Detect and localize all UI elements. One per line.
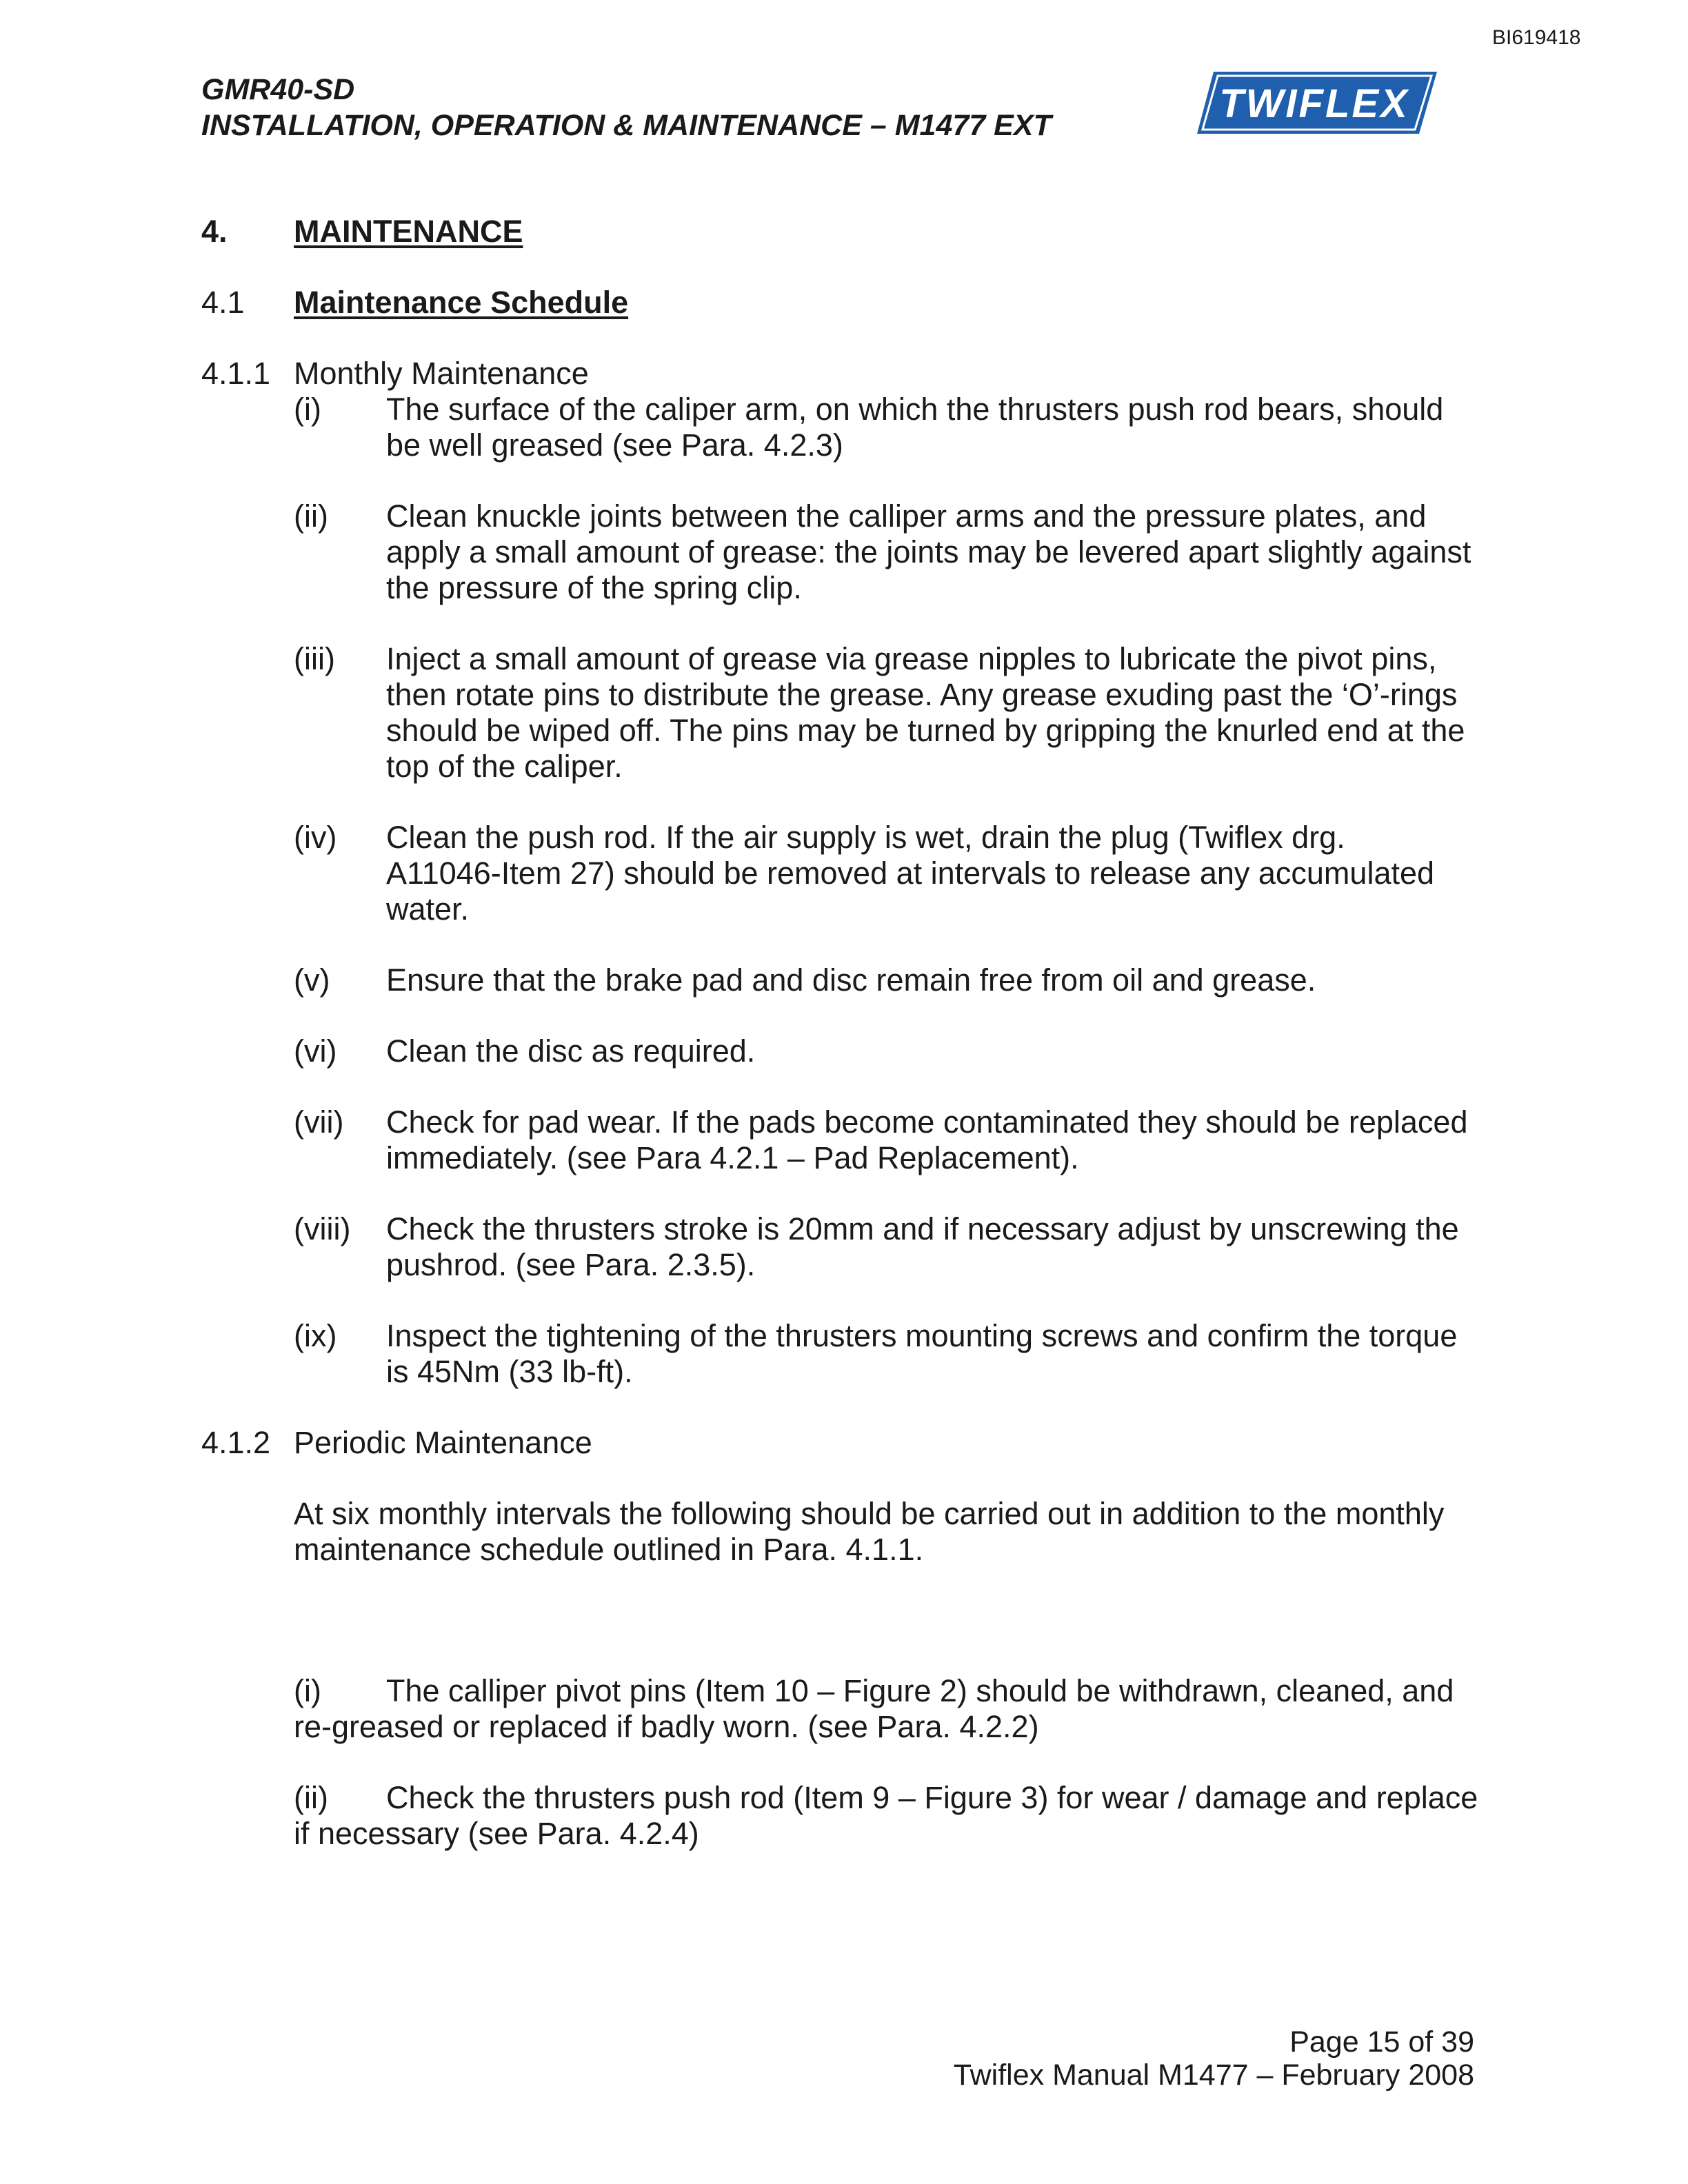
subsection-number: 4.1 — [201, 285, 245, 320]
twiflex-logo — [1197, 69, 1437, 136]
monthly-item-num: (iv) — [294, 820, 337, 855]
monthly-item-line: water. — [386, 891, 470, 927]
monthly-item-line: Check for pad wear. If the pads become contaminated they should be replaced — [386, 1104, 1468, 1140]
periodic-item-line: The calliper pivot pins (Item 10 – Figure 2) should be withdrawn, cleaned, and — [386, 1673, 1454, 1708]
footer-manual: Twiflex Manual M1477 – February 2008 — [953, 2059, 1474, 2092]
monthly-item-line: immediately. (see Para 4.2.1 – Pad Replacement). — [386, 1140, 1079, 1175]
monthly-item-num: (viii) — [294, 1211, 351, 1246]
monthly-item-num: (vii) — [294, 1104, 344, 1140]
monthly-item-num: (ix) — [294, 1318, 337, 1353]
monthly-item-line: Inspect the tightening of the thrusters mounting screws and confirm the torque — [386, 1318, 1458, 1353]
monthly-title: Monthly Maintenance — [294, 356, 589, 391]
periodic-item-num: (i) — [294, 1673, 321, 1708]
monthly-item-line: Inject a small amount of grease via grease nipples to lubricate the pivot pins, — [386, 641, 1437, 676]
document-id: BI619418 — [1492, 26, 1581, 49]
periodic-number: 4.1.2 — [201, 1425, 271, 1460]
footer-page-number: Page 15 of 39 — [1289, 2025, 1474, 2059]
monthly-item-line: Check the thrusters stroke is 20mm and if necessary adjust by unscrewing the — [386, 1211, 1459, 1246]
periodic-intro-line: At six monthly intervals the following should be carried out in addition to the monthly — [294, 1496, 1445, 1531]
section-number: 4. — [201, 214, 228, 249]
logo-text: TWIFLEX — [1219, 81, 1409, 126]
monthly-item-line: Clean knuckle joints between the calliper arms and the pressure plates, and — [386, 498, 1427, 534]
monthly-item-line: Ensure that the brake pad and disc remain free from oil and grease. — [386, 962, 1316, 998]
monthly-item-line: should be wiped off. The pins may be turned by gripping the knurled end at the — [386, 713, 1465, 748]
monthly-item-num: (iii) — [294, 641, 335, 676]
monthly-item-num: (i) — [294, 392, 321, 427]
header-title: INSTALLATION, OPERATION & MAINTENANCE – M1477 EXT — [201, 109, 1052, 142]
periodic-item-line: Check the thrusters push rod (Item 9 – Figure 3) for wear / damage and replace — [386, 1780, 1478, 1815]
periodic-title: Periodic Maintenance — [294, 1425, 592, 1460]
monthly-item-num: (ii) — [294, 498, 328, 534]
monthly-item-line: be well greased (see Para. 4.2.3) — [386, 427, 843, 463]
monthly-number: 4.1.1 — [201, 356, 271, 391]
monthly-item-line: A11046-Item 27) should be removed at intervals to release any accumulated — [386, 856, 1435, 891]
monthly-item-line: top of the caliper. — [386, 749, 623, 784]
monthly-item-line: then rotate pins to distribute the grease. Any grease exuding past the ‘O’-rings — [386, 677, 1458, 712]
monthly-item-line: is 45Nm (33 lb-ft). — [386, 1354, 633, 1389]
subsection-title: Maintenance Schedule — [294, 285, 629, 320]
section-title: MAINTENANCE — [294, 214, 523, 249]
monthly-item-line: apply a small amount of grease: the joints may be levered apart slightly against — [386, 534, 1471, 569]
periodic-intro-line: maintenance schedule outlined in Para. 4.1.1. — [294, 1532, 924, 1567]
monthly-item-line: Clean the disc as required. — [386, 1033, 756, 1069]
periodic-item-line: re-greased or replaced if badly worn. (see Para. 4.2.2) — [294, 1709, 1039, 1744]
periodic-item-line: if necessary (see Para. 4.2.4) — [294, 1816, 699, 1851]
header-model: GMR40-SD — [201, 73, 355, 106]
monthly-item-num: (vi) — [294, 1033, 337, 1069]
monthly-item-line: The surface of the caliper arm, on which the thrusters push rod bears, should — [386, 392, 1444, 427]
monthly-item-line: the pressure of the spring clip. — [386, 570, 802, 605]
monthly-item-num: (v) — [294, 962, 330, 998]
monthly-item-line: Clean the push rod. If the air supply is wet, drain the plug (Twiflex drg. — [386, 820, 1345, 855]
monthly-item-line: pushrod. (see Para. 2.3.5). — [386, 1247, 756, 1282]
periodic-item-num: (ii) — [294, 1780, 328, 1815]
